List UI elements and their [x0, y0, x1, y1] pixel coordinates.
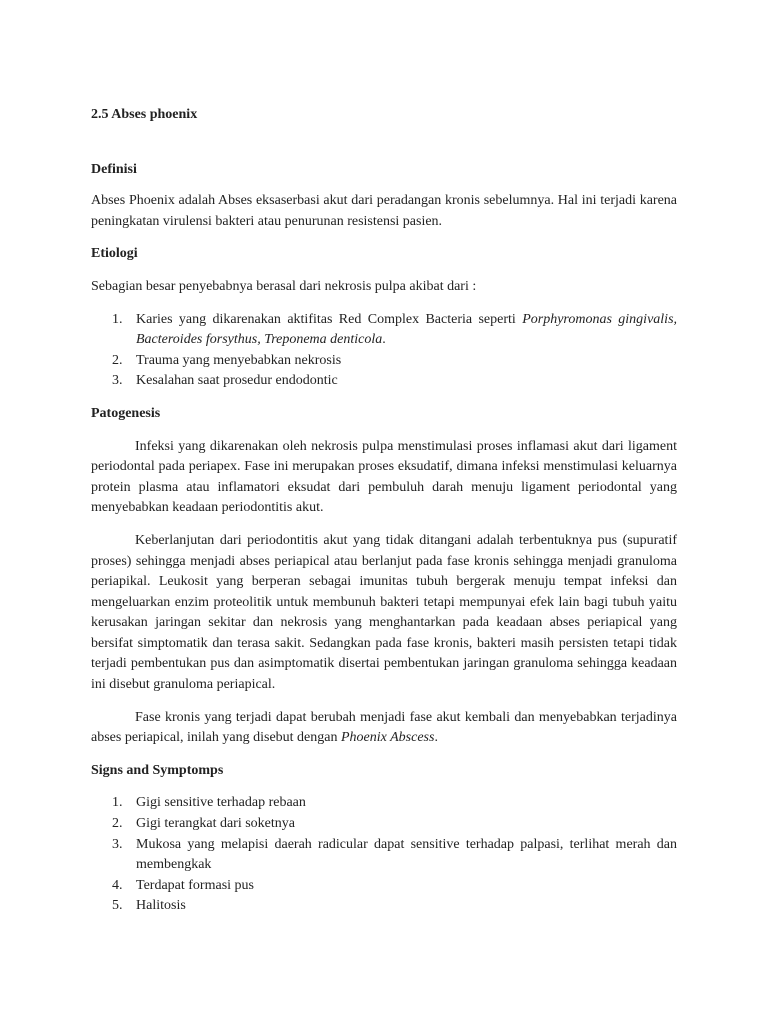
definisi-paragraph: Abses Phoenix adalah Abses eksaserbasi akut dari peradangan kronis sebelumnya. Hal ini terjadi karena peningkatan virulensi bakteri atau penurunan resistensi pasien. — [91, 193, 677, 229]
list-item-text: Terdapat formasi pus — [136, 877, 254, 893]
list-item-text: Gigi terangkat dari soketnya — [136, 816, 296, 832]
paragraph-italic: Phoenix Abscess — [340, 730, 435, 746]
list-item — [91, 351, 677, 372]
document-content — [91, 105, 677, 917]
heading-patogenesis: Patogenesis — [91, 405, 161, 421]
list-item-text: Karies yang dikarenakan aktifitas Red Complex Bacteria seperti — [136, 311, 523, 327]
list-item — [91, 896, 677, 917]
list-number: 2. — [112, 352, 123, 368]
list-item — [91, 793, 677, 814]
list-item — [91, 835, 677, 876]
list-item-text: Kesalahan saat prosedur endodontic — [136, 373, 338, 389]
list-number: 5. — [112, 898, 123, 914]
list-item — [91, 876, 677, 897]
patogenesis-paragraph-3 — [91, 708, 677, 749]
paragraph-after: . — [434, 730, 438, 746]
list-item-text: Halitosis — [136, 898, 186, 914]
signs-list — [91, 793, 677, 917]
heading-etiologi: Etiologi — [91, 246, 138, 262]
list-item-text: Mukosa yang melapisi daerah radicular dapat sensitive terhadap palpasi, terlihat merah dan membengkak — [136, 836, 677, 873]
list-item-italic: Porphyromonas gingivalis, Bacteroides forsythus, Treponema denticola — [136, 311, 678, 348]
list-number: 3. — [112, 373, 123, 389]
list-item-text: Trauma yang menyebabkan nekrosis — [136, 352, 342, 368]
list-number: 4. — [112, 877, 123, 893]
heading-signs: Signs and Symptomps — [91, 762, 224, 778]
list-item-text: Gigi sensitive terhadap rebaan — [136, 795, 306, 811]
section-title: 2.5 Abses phoenix — [91, 107, 198, 122]
heading-definisi: Definisi — [91, 161, 137, 177]
list-item-after: . — [382, 332, 386, 348]
list-item — [91, 371, 677, 392]
list-item — [91, 310, 677, 351]
list-number: 1. — [112, 795, 123, 811]
etiologi-list — [91, 310, 677, 392]
list-number: 1. — [112, 311, 123, 327]
etiologi-intro: Sebagian besar penyebabnya berasal dari nekrosis pulpa akibat dari : — [91, 278, 477, 294]
list-number: 3. — [112, 836, 123, 852]
list-number: 2. — [112, 816, 123, 832]
list-item — [91, 814, 677, 835]
paragraph-text: Fase kronis yang terjadi dapat berubah menjadi fase akut kembali dan menyebabkan terjadinya abses periapical, inilah yang disebut dengan — [91, 709, 677, 746]
patogenesis-paragraph-1: Infeksi yang dikarenakan oleh nekrosis pulpa menstimulasi proses inflamasi akut dari ligament periodontal pada periapex. Fase ini merupakan proses eksudatif, dimana infeksi menstimulasi keluarnya protein plasma atau inflamatori eksudat dari pembuluh darah menuju ligament periodontal yang menyebabkan keadaan periodontitis akut. — [91, 438, 677, 516]
patogenesis-paragraph-2: Keberlanjutan dari periodontitis akut yang tidak ditangani adalah terbentuknya pus (supuratif proses) sehingga menjadi abses periapical atau berlanjut pada fase kronis sehingga menjadi granuloma periapikal. Leukosit yang berperan sebagai imunitas tubuh bergerak menuju tempat infeksi dan mengeluarkan enzim proteolitik untuk membunuh bakteri tetapi mempunyai efek lain bagi tubuh yaitu kerusakan jaringan sekitar dan nekrosis yang menghantarkan pada keadaan abses periapical yang bersifat simptomatik dan terasa sakit. Sedangkan pada fase kronis, bakteri masih persisten tetapi tidak terjadi pembentukan pus dan asimptomatik disertai pembentukan jaringan granuloma sehingga keadaan ini disebut granuloma periapical. — [91, 532, 677, 693]
